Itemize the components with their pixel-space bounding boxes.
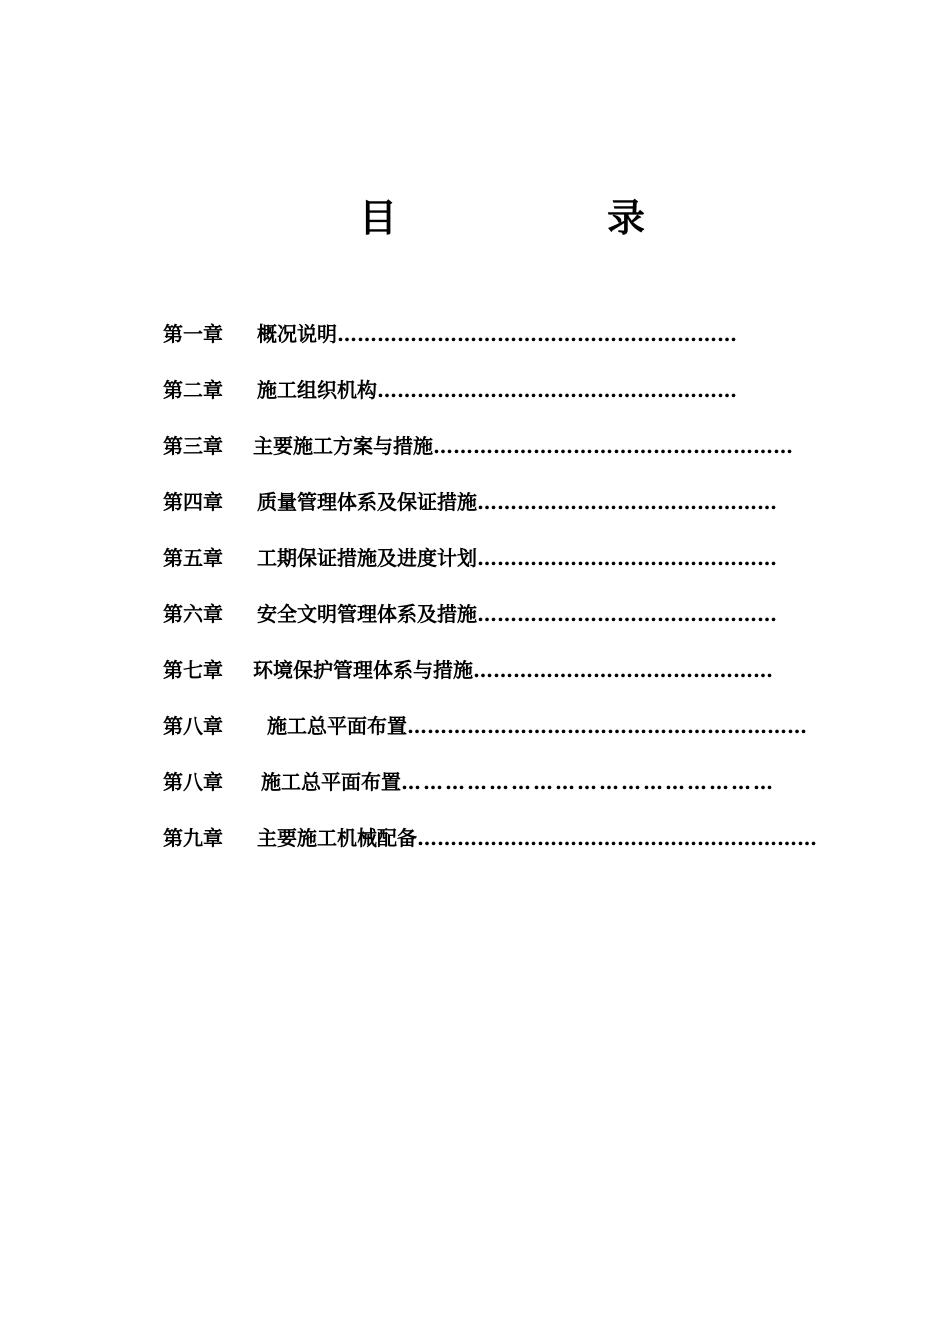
toc-chapter-label: 第六章 — [163, 602, 223, 626]
toc-chapter-label: 第一章 — [163, 322, 223, 346]
toc-dot-leader: …………………………………………………… — [417, 826, 817, 850]
toc-entry[interactable] — [163, 316, 839, 352]
title-char-2: 录 — [607, 195, 646, 240]
toc-entry-title: 工期保证措施及进度计划 — [257, 546, 477, 570]
toc-entry[interactable] — [163, 764, 839, 800]
toc-chapter-label: 第八章 — [163, 714, 223, 738]
toc-entry-title: 施工总平面布置 — [267, 714, 407, 738]
toc-dot-leader: …………………………………………… — [401, 770, 775, 794]
toc-dot-leader: ……………………………………… — [477, 546, 777, 570]
toc-chapter-label: 第八章 — [163, 770, 223, 794]
toc-entry-title: 环境保护管理体系与措施 — [253, 658, 473, 682]
toc-dot-leader: …………………………………………………… — [407, 714, 807, 738]
toc-chapter-label: 第二章 — [163, 378, 223, 402]
toc-entry-title: 主要施工机械配备 — [257, 826, 417, 850]
toc-chapter-label: 第四章 — [163, 490, 223, 514]
toc-chapter-label: 第三章 — [163, 434, 223, 458]
toc-entry-title: 施工组织机构 — [257, 378, 377, 402]
toc-entry[interactable] — [163, 820, 839, 856]
toc-entry[interactable] — [163, 484, 839, 520]
toc-entry[interactable] — [163, 540, 839, 576]
toc-dot-leader: …………………………………………………… — [337, 322, 737, 346]
toc-entry[interactable] — [163, 372, 839, 408]
toc-entry[interactable] — [163, 428, 839, 464]
toc-dot-leader: ……………………………………………… — [433, 434, 793, 458]
toc-chapter-label: 第五章 — [163, 546, 223, 570]
page-title — [0, 192, 950, 252]
toc-dot-leader: ……………………………………… — [473, 658, 773, 682]
toc-entry-title: 质量管理体系及保证措施 — [257, 490, 477, 514]
toc-entry-title: 安全文明管理体系及措施 — [257, 602, 477, 626]
toc-entry-title: 主要施工方案与措施 — [253, 434, 433, 458]
toc-chapter-label: 第七章 — [163, 658, 223, 682]
toc-entry[interactable] — [163, 596, 839, 632]
toc-entry[interactable] — [163, 652, 833, 688]
toc-entry[interactable] — [163, 708, 839, 744]
title-char-1: 目 — [359, 195, 398, 240]
toc-dot-leader: ……………………………………………… — [377, 378, 737, 402]
toc-chapter-label: 第九章 — [163, 826, 223, 850]
toc-dot-leader: ……………………………………… — [477, 490, 777, 514]
toc-dot-leader: ……………………………………… — [477, 602, 777, 626]
toc-entry-title: 概况说明 — [257, 322, 337, 346]
toc-entry-title: 施工总平面布置 — [261, 770, 401, 794]
